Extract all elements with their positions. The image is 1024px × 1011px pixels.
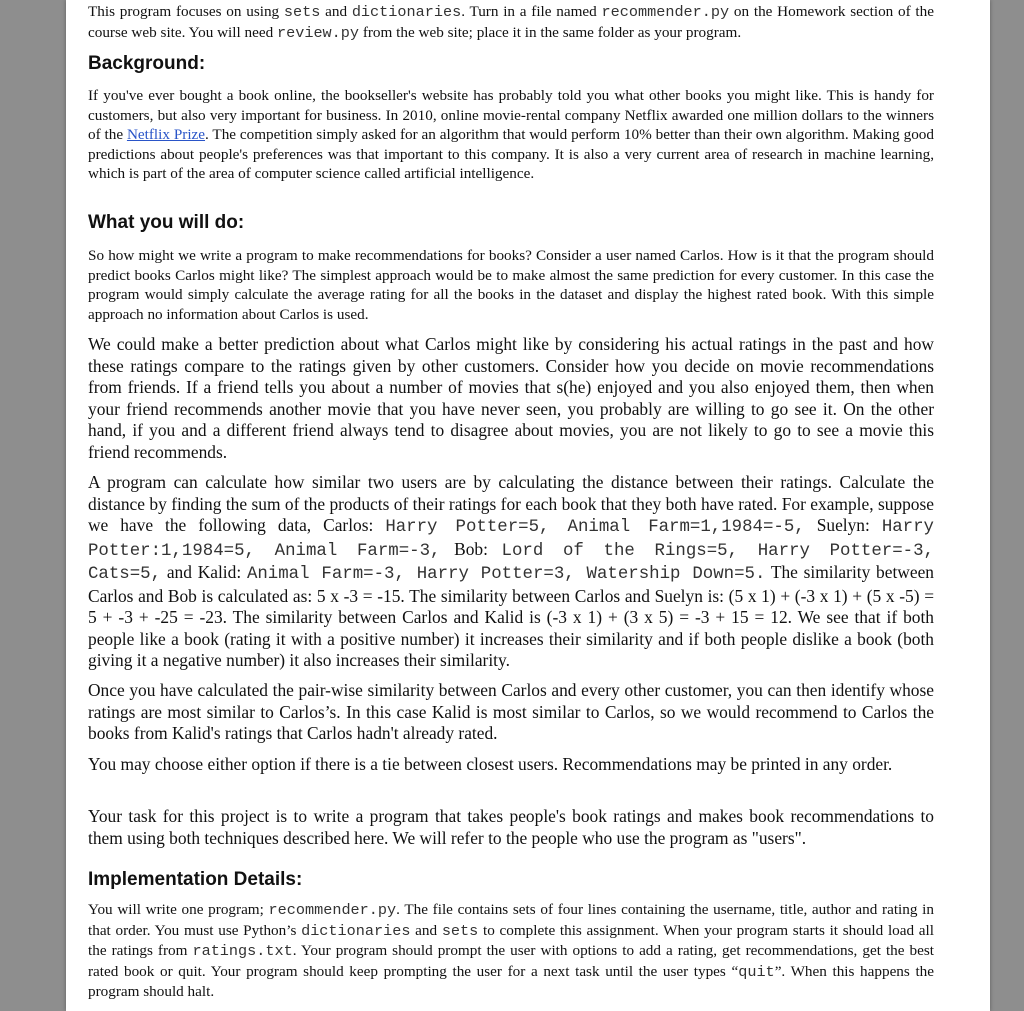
code-filename: recommender.py [601,3,730,21]
netflix-prize-link[interactable]: Netflix Prize [126,126,206,143]
text: Suelyn: [804,515,882,535]
text: on the Homework section of the course web site. You will need [88,3,934,41]
text: . The competition simply asked for an algorithm that would perform 10% better than their own algorithm. Making good predictions about people's preferences was that important to this company. It is also a very current area of research in machine learning, which is part of the area of computer science called artificial intelligence. [88,126,934,182]
implementation-section [88,900,934,1002]
background-section [88,86,934,184]
what-paragraph-1-wrap [88,246,934,324]
what-paragraph-3-wrap [88,472,934,672]
text: ”. When this happens the program should halt. [88,962,934,1000]
text: . Your program should prompt the user with options to add a rating, get recommendations, get the best rated book or quit. Your program should keep prompting the user for a next task until the user types “ [88,942,934,980]
text: to complete this assignment. When your program starts it should load all the ratings from [88,921,934,959]
code-dictionaries: dictionaries [351,3,462,21]
background-heading: Background: [88,53,206,74]
what-paragraph-5: You may choose either option if there is a tie between closest users. Recommendations may be printed in any order. [88,754,893,774]
text: If you've ever bought a book online, the bookseller's website has probably told you what other books you might like. This is handy for customers, but also very important for business. In 2010, online movie-rental company Netflix awarded one million dollars to the winners of the [88,87,934,143]
code-quit: quit [738,962,775,981]
text: and [320,3,352,20]
code-bob-ratings: Lord of the Rings=5, Harry Potter=-3, Cats=5, [88,541,934,584]
implementation-heading: Implementation Details: [88,869,303,890]
background-paragraph [88,86,934,184]
text: You will write one program; [88,901,269,918]
what-paragraph-6-wrap [88,806,934,849]
text: and [410,921,442,939]
text: A program can calculate how similar two users are by calculating the distance between their ratings. Calculate the distance by finding the sum of the products of their ratings for each book that they both have rated. For example, suppose we have the following data, Carlos: [88,472,934,535]
what-paragraph-4-wrap [88,680,934,745]
what-paragraph-6: Your task for this project is to write a program that takes people's book ratings and makes book recommendations to them using both techniques described here. We will refer to the people who use the program as "users". [88,806,934,848]
code-dictionaries: dictionaries [301,921,411,940]
code-sets: sets [283,3,321,21]
what-paragraph-4: Once you have calculated the pair-wise similarity between Carlos and every other customer, you can then identify whose ratings are most similar to Carlos’s. In this case Kalid is most similar to Carlos, so we would recommend to Carlos the books from Kalid's ratings that Carlos hadn't already rated. [88,680,934,743]
code-kalid-ratings: Animal Farm=-3, Harry Potter=3, Watership Down=5. [246,565,766,584]
text: . Turn in a file named [461,3,602,20]
intro-section [88,2,934,43]
what-paragraph-5-wrap [88,754,934,776]
code-review-file: review.py [276,23,360,42]
code-recommender: recommender.py [268,901,397,919]
what-paragraph-2-wrap [88,334,934,463]
text: The similarity between Carlos and Bob is calculated as: 5 x -3 = -15. The similarity between Carlos and Suelyn is: (5 x 1) + (-3 x 1) + (5 x -5) = 5 + -3 + -25 = -23. The similarity between Carlos and Kalid is (-3 x 1) + (3 x 5) = -3 + 15 = 12. We see that if both people like a book (rating it with a positive number) it increases their similarity and if both people dislike a book (both giving it a negative number) it also increases their similarity. [88,562,934,670]
what-paragraph-3 [88,472,934,672]
what-heading: What you will do: [88,212,245,233]
text: This program focuses on using [88,3,284,20]
text: and Kalid: [161,562,247,582]
what-paragraph-1: So how might we write a program to make recommendations for books? Consider a user named Carlos. How is it that the program should predict books Carlos might like? The simplest approach would be to make almost the same prediction for every customer. In this case the program would simply calculate the average rating for all the books in the dataset and display the highest rated book. With this simple approach no information about Carlos is used. [88,247,934,323]
text: Bob: [440,538,502,559]
code-ratings-file: ratings.txt [192,942,293,960]
code-sets: sets [441,921,479,940]
what-paragraph-2: We could make a better prediction about what Carlos might like by considering his actual ratings in the past and how these ratings compare to the ratings given by other customers. Consider how you decide on movie recommendations from friends. If a friend tells you about a number of movies that s(he) enjoyed and you also enjoyed them, then when your friend recommends another movie that you have never seen, you probably are willing to go see it. On the other hand, if you and a different friend always tend to disagree about movies, you are not likely to go to see a movie this friend recommends. [88,334,934,462]
document-page [66,0,990,1011]
code-carlos-ratings: Harry Potter=5, Animal Farm=1,1984=-5, [385,518,805,537]
intro-paragraph [88,2,934,43]
text: . The file contains sets of four lines containing the username, title, author and rating in that order. You must use Python’s [88,901,934,939]
code-suelyn-ratings: Harry Potter:1,1984=5, Animal Farm=-3, [88,518,934,561]
text: from the web site; place it in the same folder as your program. [359,23,742,41]
implementation-paragraph [88,900,934,1002]
